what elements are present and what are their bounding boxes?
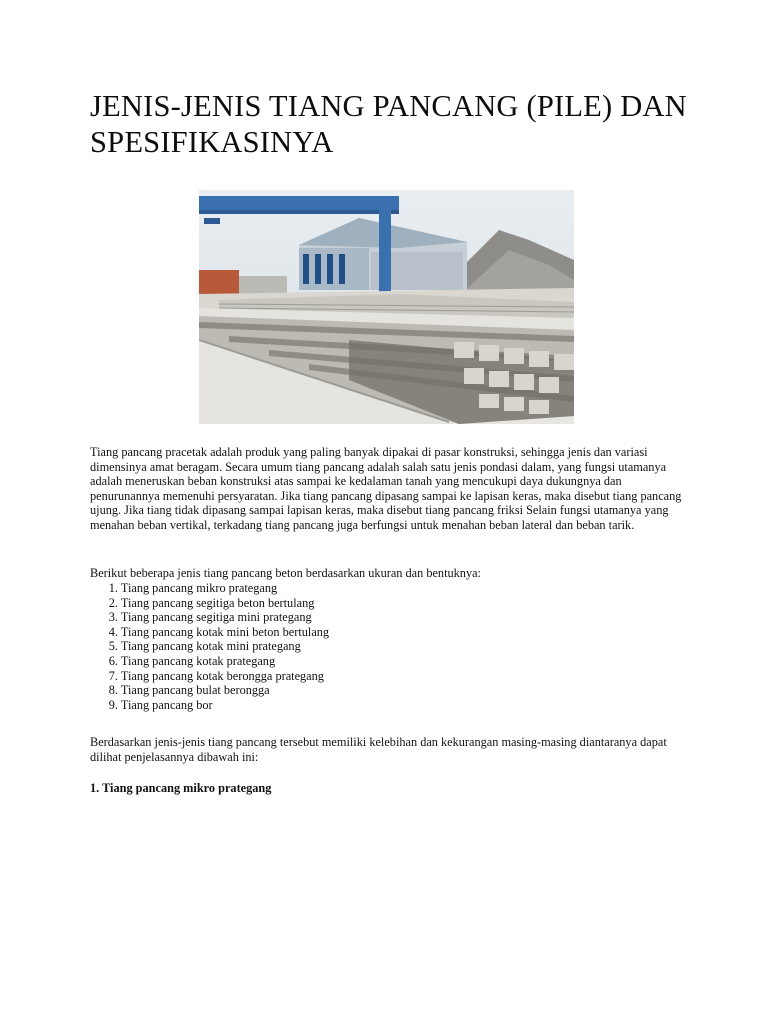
list-item-number: 4. <box>108 624 118 639</box>
list-item-number: 9. <box>108 697 118 712</box>
list-item <box>90 625 329 640</box>
section-subheading: 1. Tiang pancang mikro prategang <box>90 781 272 795</box>
list-item <box>90 669 329 684</box>
list-item-text: Tiang pancang segitiga beton bertulang <box>120 595 315 610</box>
list-item-text: Tiang pancang bulat berongga <box>120 683 270 698</box>
list-item <box>90 639 329 654</box>
pile-types-list <box>90 581 329 712</box>
list-item-text: Tiang pancang kotak mini prategang <box>120 639 301 654</box>
list-item <box>90 581 329 596</box>
list-item-number: 3. <box>108 610 118 625</box>
list-item-text: Tiang pancang kotak mini beton bertulang <box>120 624 330 639</box>
list-item-number: 5. <box>108 639 118 654</box>
list-item-number: 1. <box>108 581 118 595</box>
list-item-text: Tiang pancang bor <box>120 697 213 712</box>
list-item-text: Tiang pancang kotak berongga prategang <box>120 668 324 683</box>
page-title: JENIS-JENIS TIANG PANCANG (PILE) DAN SPESIFIKASINYA <box>90 89 687 159</box>
list-item <box>90 683 329 698</box>
list-item-text: Tiang pancang mikro prategang <box>120 581 278 595</box>
intro-paragraph: Tiang pancang pracetak adalah produk yang paling banyak dipakai di pasar konstruksi, sehingga jenis dan variasi dimensinya amat beragam. Secara umum tiang pancang adalah salah satu jenis pondasi dalam, yang fungsi utamanya adalah meneruskan beban konstruksi atas sampai ke kedalaman tanah yang mencukupi daya dukungnya dan penurunannya memenuhi persyaratan. Jika tiang pancang dipasang sampai ke lapisan keras, maka disebut tiang pancang ujung. Jika tiang tidak dipasang sampai lapisan keras, maka disebut tiang pancang friksi Selain fungsi utamanya yang menahan beban vertikal, terkadang tiang pancang juga berfungsi untuk menahan beban lateral dan beban tarik. <box>90 445 682 532</box>
list-item <box>90 698 329 713</box>
list-item-text: Tiang pancang kotak prategang <box>120 653 276 668</box>
list-item-number: 7. <box>108 668 118 683</box>
pile-yard-illustration <box>199 190 574 424</box>
explanation-intro-paragraph: Berdasarkan jenis-jenis tiang pancang tersebut memiliki kelebihan dan kekurangan masing-masing diantaranya dapat dilihat penjelasannya dibawah ini: <box>90 735 667 764</box>
list-item-text: Tiang pancang segitiga mini prategang <box>120 610 312 625</box>
pile-yard-photo <box>199 190 574 424</box>
list-item <box>90 596 329 611</box>
list-item-number: 6. <box>108 653 118 668</box>
list-item <box>90 610 329 625</box>
list-item <box>90 654 329 669</box>
list-intro-paragraph: Berikut beberapa jenis tiang pancang beton berdasarkan ukuran dan bentuknya: <box>90 566 481 580</box>
list-item-number: 8. <box>108 683 118 698</box>
list-item-number: 2. <box>108 595 118 610</box>
